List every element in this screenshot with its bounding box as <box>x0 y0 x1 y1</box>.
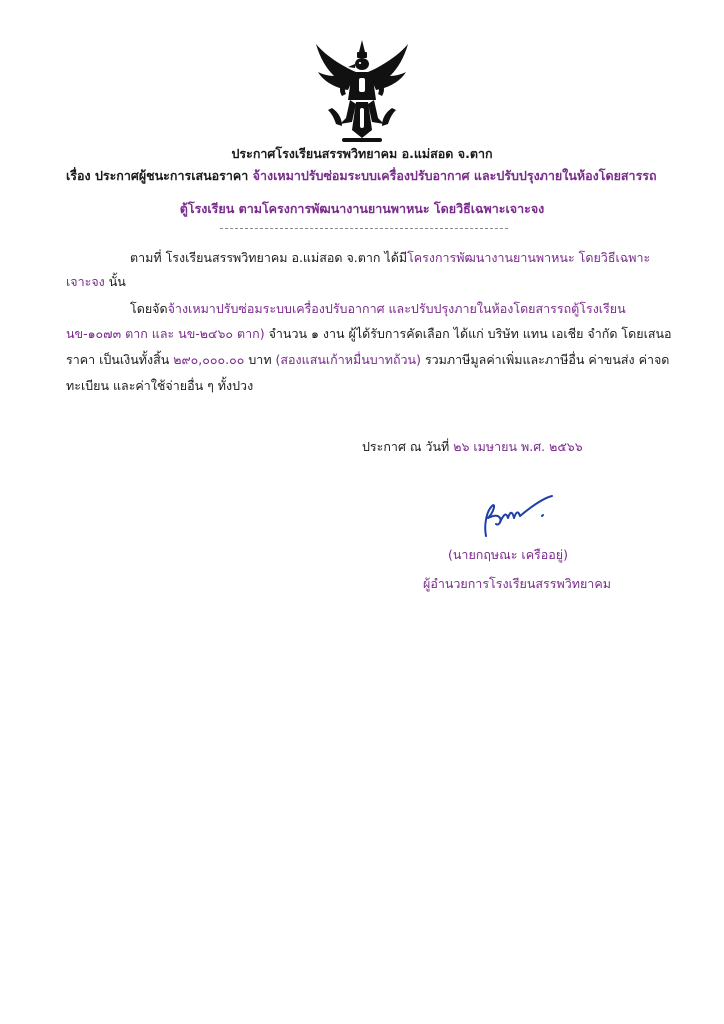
handwritten-signature <box>472 488 562 540</box>
announcement-prefix: ประกาศ ณ วันที่ <box>362 439 454 454</box>
p2-line2-suffix: จำนวน ๑ งาน ผู้ได้รับการคัดเลือก ได้แก่ บริษัท แทน เอเชีย จำกัด โดยเสนอ <box>264 326 672 341</box>
subject-line-2: ตู้โรงเรียน ตามโครงการพัฒนางานยานพาหนะ โดยวิธีเฉพาะเจาะจง <box>179 201 545 216</box>
paragraph-1-line-1 <box>130 249 650 267</box>
p2-line3-prefix: ราคา เป็นเงินทั้งสิ้น <box>66 352 174 367</box>
garuda-emblem-icon <box>312 38 412 144</box>
paragraph-2-line-3 <box>66 351 669 369</box>
p2-line2-highlight: นข-๑๐๗๓ ตาก และ นข-๒๔๖๐ ตาก) <box>66 326 265 341</box>
p2-line3-words: (สองแสนเก้าหมื่นบาทถ้วน) <box>275 352 421 367</box>
signer-name: (นายกฤษณะ เครืออยู่) <box>448 547 568 562</box>
document-title: ประกาศโรงเรียนสรรพวิทยาคม อ.แม่สอด จ.ตาก <box>231 146 493 161</box>
p2-highlight: จ้างเหมาปรับซ่อมระบบเครื่องปรับอากาศ และปรับปรุงภายในห้องโดยสารรถตู้โรงเรียน <box>167 301 626 316</box>
p1-prefix: ตามที่ โรงเรียนสรรพวิทยาคม อ.แม่สอด จ.ตาก ได้มี <box>130 250 408 265</box>
p1-line2-suffix: นั้น <box>104 274 126 289</box>
announcement-date-line <box>362 438 583 456</box>
paragraph-1-line-2 <box>66 273 126 291</box>
subject-highlight-1: จ้างเหมาปรับซ่อมระบบเครื่องปรับอากาศ และปรับปรุงภายในห้องโดยสารรถ <box>252 168 657 183</box>
p2-line3-amount: ๒๙๐,๐๐๐.๐๐ <box>173 352 245 367</box>
p2-prefix: โดยจัด <box>130 301 168 316</box>
paragraph-2-line-2 <box>66 325 672 343</box>
p1-highlight: โครงการพัฒนางานยานพาหนะ โดยวิธีเฉพาะ <box>407 250 651 265</box>
paragraph-2-line-4: ทะเบียน และค่าใช้จ่ายอื่น ๆ ทั้งปวง <box>66 378 254 393</box>
subject-line-1 <box>66 167 657 185</box>
paragraph-2-line-1 <box>130 300 626 318</box>
separator-dashes <box>220 228 508 229</box>
p1-line2-highlight: เจาะจง <box>66 274 105 289</box>
subject-prefix: เรื่อง ประกาศผู้ชนะการเสนอราคา <box>66 168 249 183</box>
announcement-date: ๒๖ เมษายน พ.ศ. ๒๕๖๖ <box>453 439 583 454</box>
signer-position: ผู้อำนวยการโรงเรียนสรรพวิทยาคม <box>423 576 611 591</box>
p2-line3-mid: บาท <box>244 352 276 367</box>
p2-line3-suffix: รวมภาษีมูลค่าเพิ่มและภาษีอื่น ค่าขนส่ง ค่าจด <box>420 352 670 367</box>
